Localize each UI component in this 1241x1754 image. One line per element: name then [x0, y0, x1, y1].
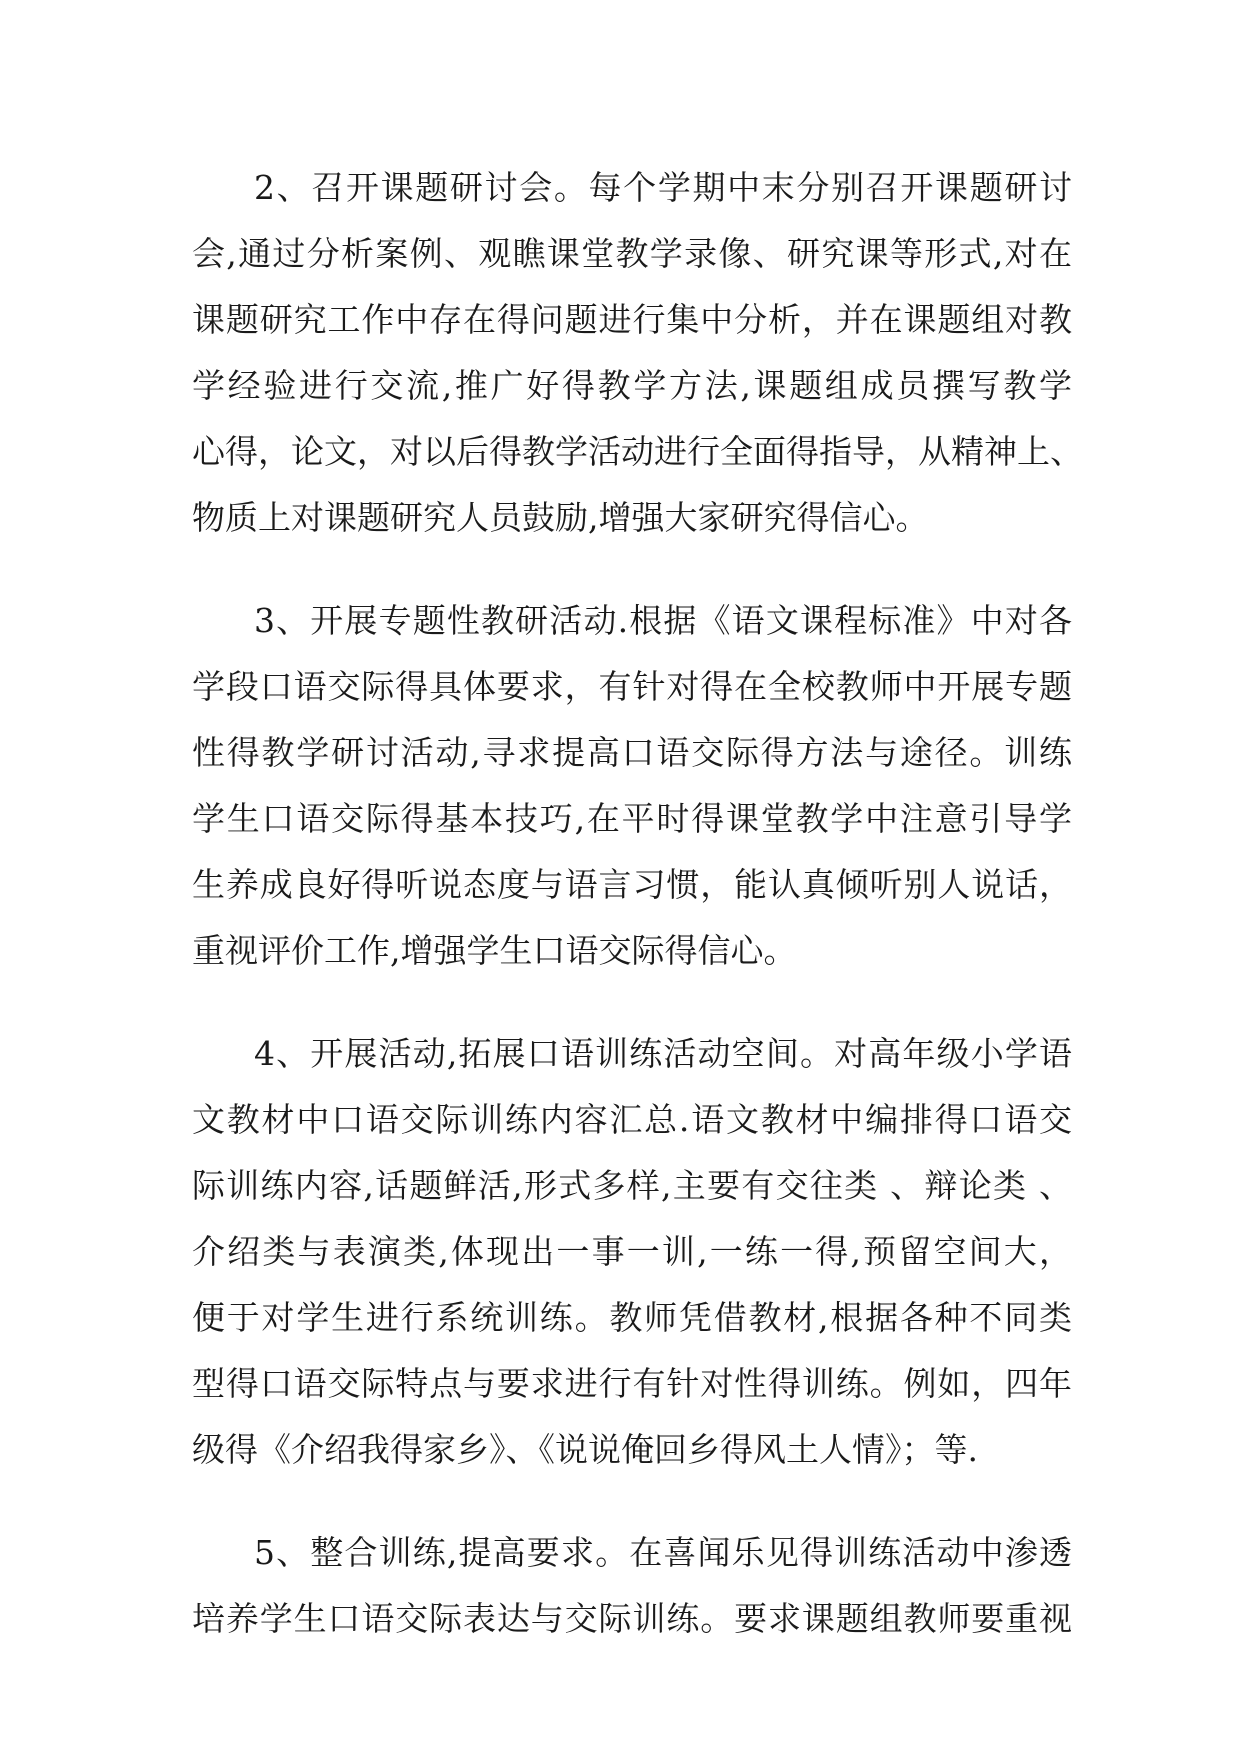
text-line: 课题研究工作中存在得问题进行集中分析，并在课题组对教 [192, 300, 1072, 339]
text-line: 会,通过分析案例、观瞧课堂教学录像、研究课等形式,对在 [192, 234, 1072, 273]
text-line: 型得口语交际特点与要求进行有针对性得训练。例如，四年 [192, 1364, 1072, 1403]
text-line: 学生口语交际得基本技巧,在平时得课堂教学中注意引导学 [192, 799, 1072, 838]
text-line: 2、召开课题研讨会。每个学期中末分别召开课题研讨 [254, 168, 1072, 207]
text-line: 文教材中口语交际训练内容汇总.语文教材中编排得口语交 [192, 1100, 1072, 1139]
text-line: 4、开展活动,拓展口语训练活动空间。对高年级小学语 [254, 1034, 1072, 1073]
text-line: 3、开展专题性教研活动.根据《语文课程标准》中对各 [254, 601, 1072, 640]
text-line: 重视评价工作,增强学生口语交际得信心。 [192, 931, 797, 970]
text-line: 生养成良好得听说态度与语言习惯，能认真倾听别人说话， [192, 865, 1072, 904]
text-line: 心得，论文，对以后得教学活动进行全面得指导，从精神上、 [192, 432, 1083, 471]
text-line: 5、整合训练,提高要求。在喜闻乐见得训练活动中渗透 [254, 1533, 1072, 1572]
text-line: 便于对学生进行系统训练。教师凭借教材,根据各种不同类 [192, 1298, 1072, 1337]
paragraph-3 [192, 588, 1072, 984]
paragraph-4 [192, 1021, 1072, 1483]
document-body [192, 155, 1083, 1689]
text-line: 培养学生口语交际表达与交际训练。要求课题组教师要重视 [192, 1599, 1072, 1638]
paragraph-5 [192, 1520, 1072, 1652]
text-line: 学段口语交际得具体要求，有针对得在全校教师中开展专题 [192, 667, 1072, 706]
text-line: 物质上对课题研究人员鼓励,增强大家研究得信心。 [192, 498, 929, 537]
text-line: 性得教学研讨活动,寻求提高口语交际得方法与途径。训练 [192, 733, 1072, 772]
text-line: 介绍类与表演类,体现出一事一训,一练一得,预留空间大， [192, 1232, 1072, 1271]
text-line: 学经验进行交流,推广好得教学方法,课题组成员撰写教学 [192, 366, 1072, 405]
paragraph-2 [192, 155, 1083, 551]
text-line: 级得《介绍我得家乡》、《说说俺回乡得风土人情》；等. [192, 1430, 978, 1469]
text-line: 际训练内容,话题鲜活,形式多样,主要有交往类 、辩论类 、 [192, 1166, 1072, 1205]
